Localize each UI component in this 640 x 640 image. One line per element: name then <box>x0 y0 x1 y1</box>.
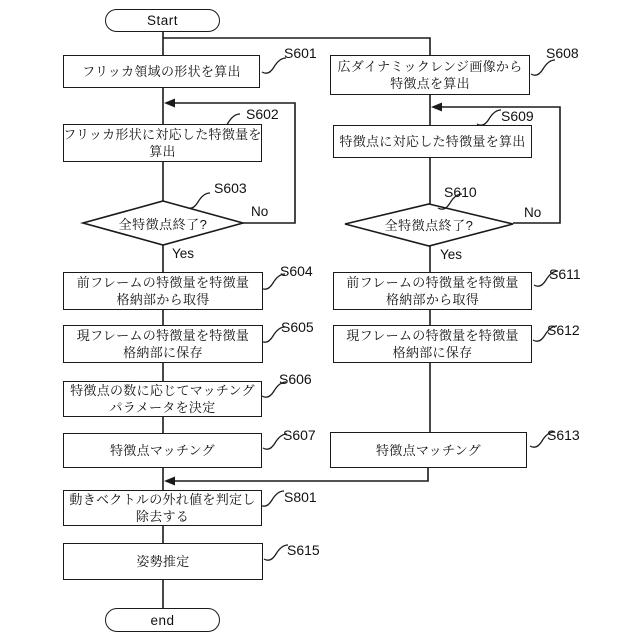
process-s607 <box>63 433 262 468</box>
process-s611-text-2: 格納部から取得 <box>385 292 480 307</box>
process-s613 <box>330 432 527 468</box>
process-s608-text-1: 広ダイナミックレンジ画像から <box>337 59 523 74</box>
leader-squiggle-s615 <box>264 545 288 560</box>
process-s611-text-1: 前フレームの特徴量を特徴量 <box>346 275 519 290</box>
terminal-start <box>105 9 220 32</box>
decision-s603-label <box>93 207 233 239</box>
leader-squiggle-s603 <box>186 193 210 208</box>
process-s605-text-2: 格納部に保存 <box>123 345 203 360</box>
step-ref-s612: S612 <box>547 322 580 338</box>
decision-s610-text: 全特徴点終了? <box>384 218 474 233</box>
process-s609 <box>333 125 532 158</box>
decision-s603-text: 全特徴点終了? <box>118 216 208 232</box>
terminal-start-label: Start <box>146 13 178 28</box>
process-s602-text-1: フリッカ形状に対応した特徴量を <box>63 127 262 142</box>
process-s605 <box>63 325 263 363</box>
process-s615 <box>63 543 263 580</box>
step-ref-s603: S603 <box>214 180 247 196</box>
leader-squiggle-s601 <box>262 58 286 73</box>
terminal-end-label: end <box>150 612 175 628</box>
no-label-right: No <box>524 205 542 220</box>
process-s601-text: フリッカ領域の形状を算出 <box>82 64 241 79</box>
yes-label-right: Yes <box>440 247 463 262</box>
step-ref-s609: S609 <box>501 108 534 124</box>
process-s612-text-2: 格納部に保存 <box>392 345 473 360</box>
process-s608 <box>330 55 530 95</box>
process-s607-text: 特徴点マッチング <box>110 443 215 458</box>
step-ref-s801: S801 <box>284 489 317 505</box>
step-ref-s611: S611 <box>549 266 581 282</box>
process-s606-text-1: 特徴点の数に応じてマッチング <box>70 383 255 398</box>
process-s609-text: 特徴点に対応した特徴量を算出 <box>339 134 526 149</box>
leader-squiggle-s609 <box>477 110 501 125</box>
step-ref-s613: S613 <box>547 427 580 443</box>
process-s801 <box>63 490 262 526</box>
process-s602 <box>63 124 262 162</box>
process-s801-text-2: 除去する <box>135 509 190 524</box>
terminal-end <box>105 608 220 632</box>
step-ref-s604: S604 <box>280 263 313 279</box>
process-s612-text-1: 現フレームの特徴量を特徴量 <box>346 328 519 343</box>
step-ref-s606: S606 <box>279 371 312 387</box>
process-s615-text: 姿勢推定 <box>136 554 190 569</box>
leader-squiggle-s608 <box>531 60 555 75</box>
process-s612 <box>333 325 532 363</box>
step-ref-s601: S601 <box>284 45 317 61</box>
process-s606-text-2: パラメータを決定 <box>109 400 216 415</box>
process-s606 <box>63 381 262 417</box>
process-s604 <box>63 272 263 310</box>
step-ref-s615: S615 <box>287 542 320 558</box>
step-ref-s607: S607 <box>283 427 316 443</box>
process-s604-text-2: 格納部から取得 <box>116 292 210 307</box>
yes-label-left: Yes <box>172 246 195 261</box>
connector-s613-merge <box>175 468 428 481</box>
process-s801-text-1: 動きベクトルの外れ値を判定し <box>69 492 256 507</box>
process-s604-text-1: 前フレームの特徴量を特徴量 <box>76 275 250 290</box>
process-s608-text-2: 特徴点を算出 <box>390 76 470 91</box>
arrowhead-s602-merge <box>164 99 175 108</box>
step-ref-s605: S605 <box>281 319 314 335</box>
leader-squiggle-s801 <box>260 491 284 506</box>
process-s605-text-1: 現フレームの特徴量を特徴量 <box>76 328 250 343</box>
process-s602-text-2: 算出 <box>149 144 176 159</box>
step-ref-s602: S602 <box>246 106 279 122</box>
step-ref-s610: S610 <box>444 184 477 200</box>
no-label-left: No <box>251 204 269 219</box>
process-s613-text: 特徴点マッチング <box>376 442 481 458</box>
process-s611 <box>333 272 532 310</box>
decision-s610-label <box>355 209 503 240</box>
process-s601 <box>63 55 260 88</box>
arrowhead-s801-merge <box>164 477 175 486</box>
arrowhead-s609-merge <box>431 103 442 112</box>
step-ref-s608: S608 <box>546 45 579 61</box>
